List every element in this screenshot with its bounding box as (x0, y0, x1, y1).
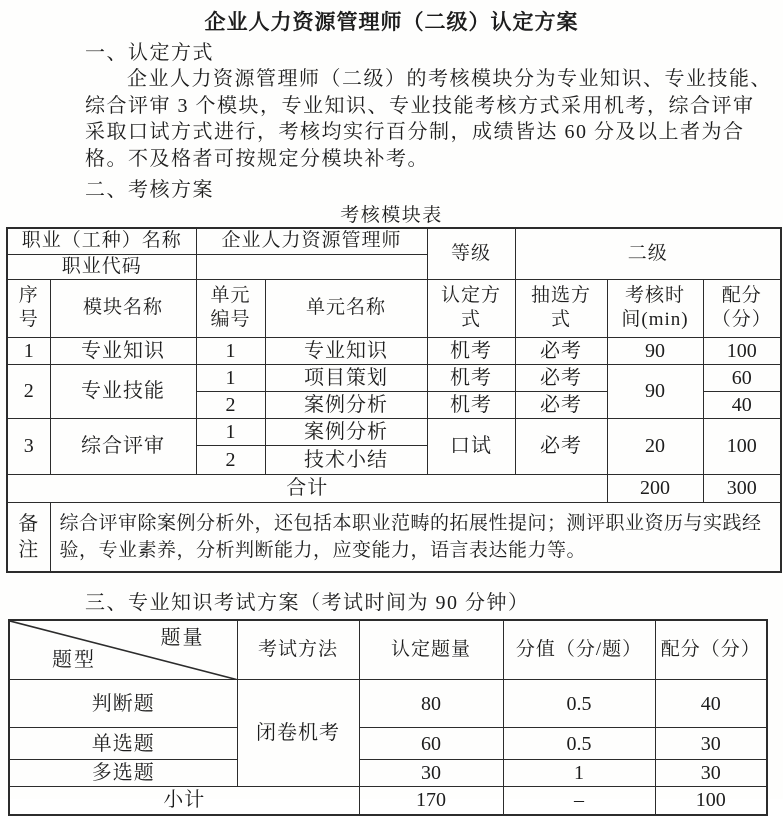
cell-unit: 案例分析 (265, 391, 427, 418)
total-row (7, 474, 781, 502)
cell-unit-no: 2 (196, 391, 265, 418)
cell-unit-no: 1 (196, 337, 265, 364)
subtotal-per: – (503, 787, 655, 815)
col-header-question-count: 认定题量 (359, 620, 503, 680)
cell-serial: 2 (7, 364, 50, 418)
subtotal-label: 小计 (9, 787, 359, 815)
col-header-unit-name: 单元名称 (265, 279, 427, 337)
cell-exam-method: 闭卷机考 (237, 680, 359, 787)
remark-row (7, 502, 781, 572)
cell-module: 综合评审 (50, 418, 196, 474)
table-row (7, 418, 781, 445)
col-header-serial: 序号 (7, 279, 50, 337)
total-time: 200 (607, 474, 703, 502)
cell-selection: 必考 (515, 364, 607, 391)
paragraph-line: 采取口试方式进行，考核均实行百分制，成绩皆达 60 分及以上者为合 (85, 121, 745, 143)
module-table (6, 227, 782, 573)
table-row (9, 728, 767, 760)
cell-score: 100 (703, 418, 781, 474)
cell-score: 40 (655, 680, 767, 728)
section-two-heading: 二、考核方案 (85, 179, 214, 201)
cell-per-score: 1 (503, 760, 655, 787)
subtotal-score: 100 (655, 787, 767, 815)
col-header-score: 配分（分） (703, 279, 781, 337)
total-label: 合计 (7, 474, 607, 502)
col-header-time: 考核时间(min) (607, 279, 703, 337)
level-label: 等级 (427, 228, 515, 279)
cell-question-type: 多选题 (9, 760, 237, 787)
cell-unit: 专业知识 (265, 337, 427, 364)
col-header-method: 认定方式 (427, 279, 515, 337)
cell-method: 机考 (427, 337, 515, 364)
subtotal-row (9, 787, 767, 815)
cell-serial: 1 (7, 337, 50, 364)
cell-score: 60 (703, 364, 781, 391)
table-header-row (7, 279, 781, 337)
cell-selection: 必考 (515, 337, 607, 364)
cell-unit: 项目策划 (265, 364, 427, 391)
occupation-code-label: 职业代码 (7, 254, 196, 279)
cell-unit: 案例分析 (265, 418, 427, 445)
occupation-name-label: 职业（工种）名称 (7, 228, 196, 254)
cell-module: 专业技能 (50, 364, 196, 418)
table-row (9, 680, 767, 728)
cell-score: 40 (703, 391, 781, 418)
cell-method: 机考 (427, 364, 515, 391)
paragraph-line: 企业人力资源管理师（二级）的考核模块分为专业知识、专业技能、 (127, 68, 772, 90)
exam-table (8, 619, 768, 816)
remark-label: 备注 (7, 502, 50, 572)
remark-text: 综合评审除案例分析外，还包括本职业范畴的拓展性提问；测评职业资历与实践经验，专业素养，分析判断能力，应变能力，语言表达能力等。 (50, 502, 781, 572)
cell-time: 90 (607, 337, 703, 364)
cell-count: 60 (359, 728, 503, 760)
col-header-exam-method: 考试方法 (237, 620, 359, 680)
cell-unit-no: 1 (196, 418, 265, 445)
cell-count: 30 (359, 760, 503, 787)
module-table-caption: 考核模块表 (340, 205, 443, 226)
table-row (7, 364, 781, 391)
cell-unit-no: 1 (196, 364, 265, 391)
paragraph-line: 综合评审 3 个模块，专业知识、专业技能考核方式采用机考，综合评审 (85, 94, 755, 117)
cell-per-score: 0.5 (503, 728, 655, 760)
section-one-heading: 一、认定方式 (85, 42, 214, 64)
col-header-module: 模块名称 (50, 279, 196, 337)
cell-module: 专业知识 (50, 337, 196, 364)
col-header-unit-no: 单元编号 (196, 279, 265, 337)
cell-score: 30 (655, 728, 767, 760)
cell-serial: 3 (7, 418, 50, 474)
section-three-heading: 三、专业知识考试方案（考试时间为 90 分钟） (85, 591, 530, 614)
cell-time: 20 (607, 418, 703, 474)
occupation-code-value (196, 254, 427, 279)
cell-question-type: 判断题 (9, 680, 237, 728)
section-one-paragraph (0, 66, 783, 172)
table-header-row (9, 620, 767, 680)
total-score: 300 (703, 474, 781, 502)
col-header-points-per: 分值（分/题） (503, 620, 655, 680)
diagonal-label-type: 题型 (52, 649, 96, 671)
diagonal-header-cell (9, 620, 237, 680)
cell-question-type: 单选题 (9, 728, 237, 760)
cell-per-score: 0.5 (503, 680, 655, 728)
cell-method: 机考 (427, 391, 515, 418)
col-header-selection: 抽选方式 (515, 279, 607, 337)
table-row (7, 337, 781, 364)
cell-score: 100 (703, 337, 781, 364)
cell-count: 80 (359, 680, 503, 728)
col-header-total-points: 配分（分） (655, 620, 767, 680)
cell-method: 口试 (427, 418, 515, 474)
document-title: 企业人力资源管理师（二级）认定方案 (204, 10, 579, 34)
table-row (9, 760, 767, 787)
paragraph-line: 格。不及格者可按规定分模块补考。 (85, 147, 429, 170)
cell-score: 30 (655, 760, 767, 787)
cell-unit-no: 2 (196, 445, 265, 474)
cell-selection: 必考 (515, 391, 607, 418)
occupation-name-value: 企业人力资源管理师 (196, 228, 427, 254)
level-value: 二级 (515, 228, 781, 279)
cell-unit: 技术小结 (265, 445, 427, 474)
subtotal-count: 170 (359, 787, 503, 815)
diagonal-label-quantity: 题量 (160, 626, 205, 649)
cell-selection: 必考 (515, 418, 607, 474)
cell-time: 90 (607, 364, 703, 418)
table-row (7, 228, 781, 254)
